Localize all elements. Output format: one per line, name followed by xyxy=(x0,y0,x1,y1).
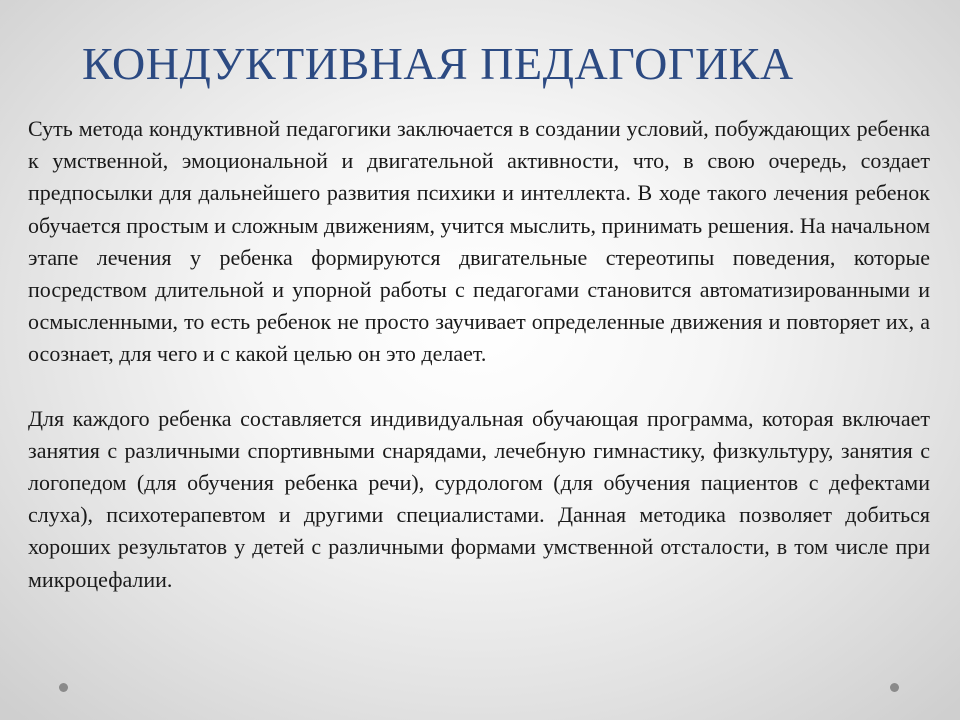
decorative-dot-right xyxy=(890,683,899,692)
slide-title: КОНДУКТИВНАЯ ПЕДАГОГИКА xyxy=(82,38,794,89)
paragraph-method-essence: Суть метода кондуктивной педагогики заключается в создании условий, побуждающих ребенка к умственной, эмоциональной и двигательной активности, что, в свою очередь, создает предпосылки для дальнейшего развития психики и интеллекта. В ходе такого лечения ребенок обучается простым и сложным движениям, учится мыслить, принимать решения. На начальном этапе лечения у ребенка формируются двигательные стереотипы поведения, которые посредством длительной и упорной работы с педагогами становится автоматизированными и осмысленными, то есть ребенок не просто заучивает определенные движения и повторяет их, а осознает, для чего и с какой целью он это делает. xyxy=(28,116,930,367)
slide-body xyxy=(28,113,930,596)
decorative-dot-left xyxy=(59,683,68,692)
paragraph-individual-program: Для каждого ребенка составляется индивидуальная обучающая программа, которая включает занятия с различными спортивными снарядами, лечебную гимнастику, физкультуру, занятия с логопедом (для обучения ребенка речи), сурдологом (для обучения пациентов с дефектами слуха), психотерапевтом и другими специалистами. Данная методика позволяет добиться хороших результатов у детей с различными формами умственной отсталости, в том числе при микроцефалии. xyxy=(28,405,930,592)
